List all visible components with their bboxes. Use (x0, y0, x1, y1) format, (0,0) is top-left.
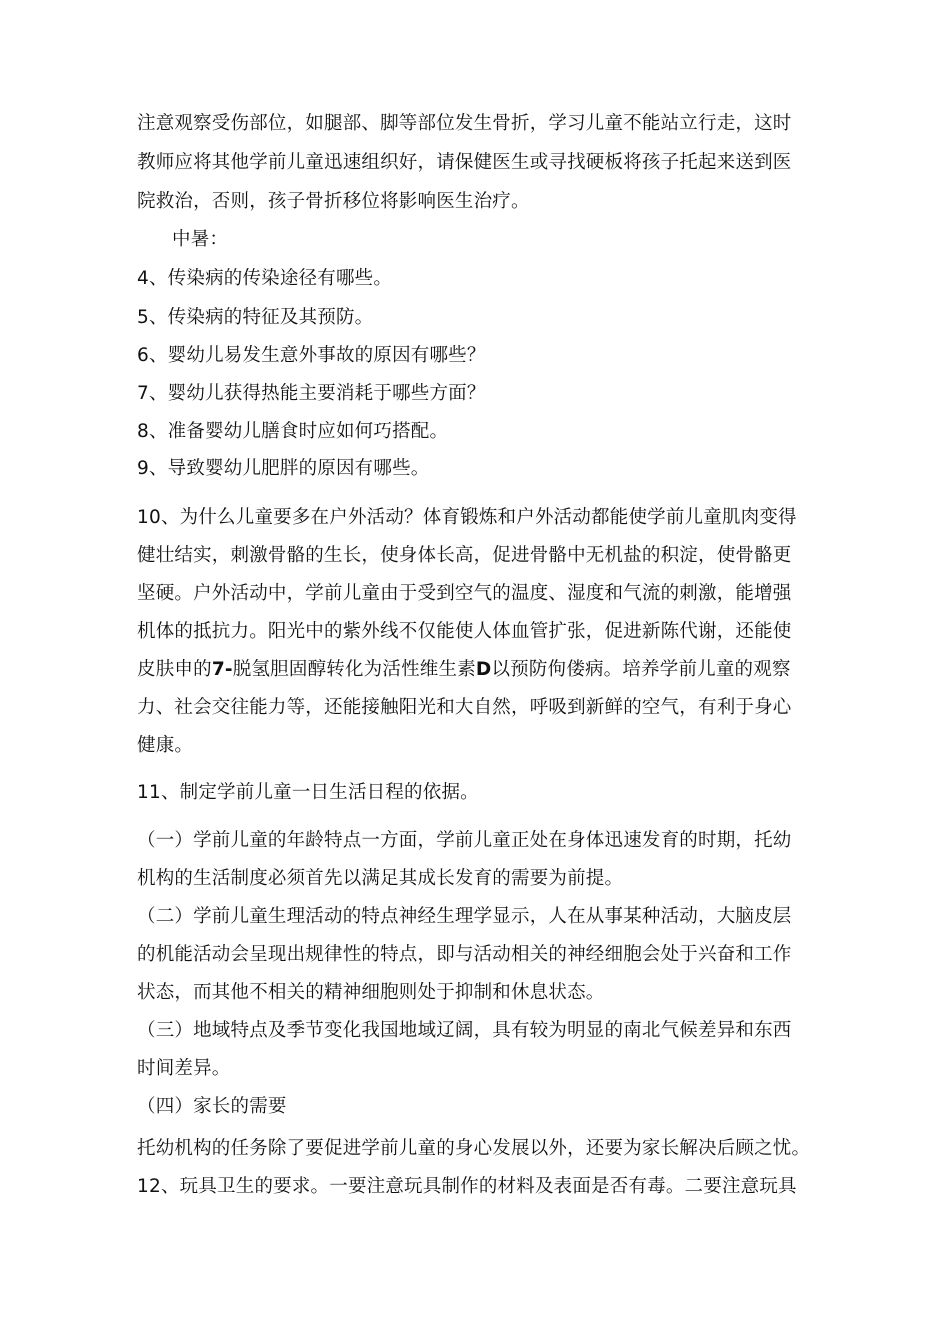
text-segment: 脱氢胆固醇转化为活性维生素 (232, 659, 476, 680)
question-item: 5、传染病的特征及其预防。 (137, 307, 374, 328)
bold-text: 7- (211, 659, 233, 680)
question-item: 8、准备婴幼儿膳食时应如何巧搭配。 (137, 421, 449, 442)
text-line: 机体的抵抗力。阳光中的紫外线不仅能使人体血管扩张，促进新陈代谢，还能使 (137, 621, 792, 642)
text-line: （三）地域特点及季节变化我国地域辽阔，具有较为明显的南北气候差异和东西 (137, 1020, 792, 1041)
text-line: （二）学前儿童生理活动的特点神经生理学显示，人在从事某种活动，大脑皮层 (137, 906, 792, 927)
text-line: 健壮结实，刺激骨骼的生长，使身体长高，促进骨骼中无机盐的积淀，使骨骼更 (137, 545, 792, 566)
question-item: 11、制定学前儿童一日生活日程的依据。 (137, 782, 479, 803)
question-item: 12、玩具卫生的要求。一要注意玩具制作的材料及表面是否有毒。二要注意玩具 (137, 1176, 797, 1197)
text-line: （四）家长的需要 (137, 1096, 287, 1117)
text-line: 力、社会交往能力等，还能接触阳光和大自然，呼吸到新鲜的空气，有利于身心 (137, 697, 792, 718)
text-line: 教师应将其他学前儿童迅速组织好，请保健医生或寻找硬板将孩子托起来送到医 (137, 152, 792, 173)
text-line: 机构的生活制度必须首先以满足其成长发育的需要为前提。 (137, 868, 624, 889)
text-segment: 以预防佝偻病。培养学前儿童的观察 (491, 659, 791, 680)
text-line: 托幼机构的任务除了要促进学前儿童的身心发展以外，还要为家长解决后顾之忧。 (137, 1138, 811, 1159)
text-line (137, 657, 791, 683)
text-line: 健康。 (137, 735, 194, 756)
text-line: 状态，而其他不相关的精神细胞则处于抑制和休息状态。 (137, 982, 605, 1003)
text-line: 中暑： (172, 229, 229, 250)
question-item: 7、婴幼儿获得热能主要消耗于哪些方面？ (137, 383, 486, 404)
text-line: 10、为什么儿童要多在户外活动？体育锻炼和户外活动都能使学前儿童肌肉变得 (137, 507, 797, 528)
bold-text: D (475, 659, 492, 680)
text-segment: 皮肤申的 (137, 659, 212, 680)
text-line: 的机能活动会呈现出规律性的特点，即与活动相关的神经细胞会处于兴奋和工作 (137, 944, 792, 965)
question-item: 4、传染病的传染途径有哪些。 (137, 268, 393, 289)
question-item: 9、导致婴幼儿肥胖的原因有哪些。 (137, 458, 430, 479)
question-item: 6、婴幼儿易发生意外事故的原因有哪些？ (137, 345, 486, 366)
text-line: 坚硬。户外活动中，学前儿童由于受到空气的温度、湿度和气流的刺激，能增强 (137, 583, 792, 604)
text-line: （一）学前儿童的年龄特点一方面，学前儿童正处在身体迅速发育的时期，托幼 (137, 830, 792, 851)
text-line: 注意观察受伤部位，如腿部、脚等部位发生骨折，学习儿童不能站立行走，这时 (137, 113, 792, 134)
text-line: 时间差异。 (137, 1058, 231, 1079)
text-line: 院救治，否则，孩子骨折移位将影响医生治疗。 (137, 191, 530, 212)
